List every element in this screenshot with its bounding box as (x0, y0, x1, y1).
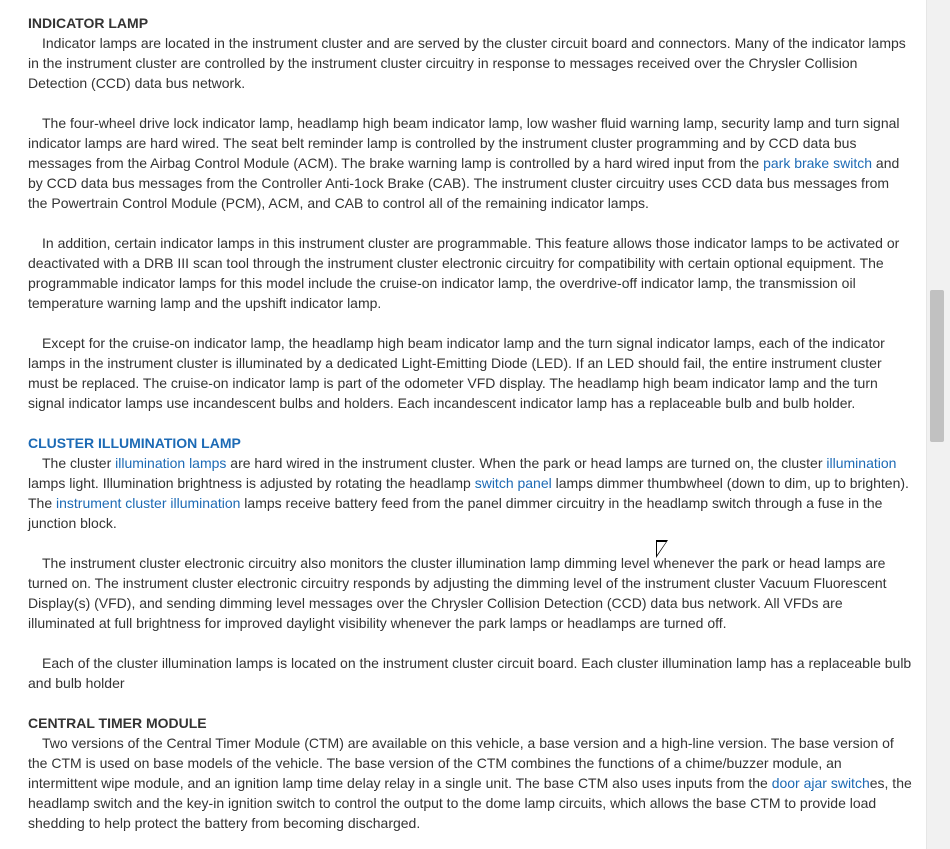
paragraph-text: lamps dimmer thumbwheel (down to dim, up to brighten). The (28, 475, 909, 511)
paragraph-text: The cluster (42, 455, 116, 471)
section-heading: CENTRAL TIMER MODULE (28, 715, 207, 731)
body-paragraph (28, 453, 912, 533)
inline-link[interactable]: door ajar switch (771, 775, 870, 791)
body-paragraph (28, 553, 912, 633)
inline-link[interactable]: instrument cluster illumination (56, 495, 241, 511)
inline-link[interactable]: switch panel (474, 475, 552, 491)
paragraph-text: es, the headlamp switch and the key-in ignition switch to control the output to the dome lamp circuits, which allows the base CTM to provide load shedding to help protect the battery from becoming discharged. (28, 775, 912, 831)
mouse-cursor-icon (656, 540, 670, 560)
scrollbar-thumb[interactable] (930, 290, 944, 442)
document-content (28, 13, 912, 849)
paragraph-text: and by CCD data bus messages from the Controller Anti-1ock Brake (CAB). The instrument cluster circuitry uses CCD data bus messages from the Powertrain Control Module (PCM), ACM, and CAB to control all of the remaining indicator lamps. (28, 155, 900, 211)
inline-link[interactable]: park brake switch (763, 155, 873, 171)
paragraph-text: In addition, certain indicator lamps in this instrument cluster are programmable. This feature allows those indicator lamps to be activated or deactivated with a DRB III scan tool through the instrument cluster electronic circuitry for compatibility with certain optional equipment. The programmable indicator lamps for this model include the cruise-on indicator lamp, the overdrive-off indicator lamp, the transmission oil temperature warning lamp and the upshift indicator lamp. (28, 235, 900, 311)
section-heading: INDICATOR LAMP (28, 15, 149, 31)
paragraph-text: Indicator lamps are located in the instrument cluster and are served by the cluster circuit board and connectors. Many of the indicator lamps in the instrument cluster are controlled by the instrument cluster circuitry in response to messages received over the Chrysler Collision Detection (CCD) data bus network. (28, 35, 906, 91)
body-paragraph (28, 113, 912, 213)
paragraph-text: lamps light. Illumination brightness is adjusted by rotating the headlamp (28, 475, 475, 491)
inline-link[interactable]: illumination (826, 455, 897, 471)
paragraph-text: lamps receive battery feed from the panel dimmer circuitry in the headlamp switch through a fuse in the junction block. (28, 495, 883, 531)
paragraph-text: Two versions of the Central Timer Module (CTM) are available on this vehicle, a base version and a high-line version. The base version of the CTM is used on base models of the vehicle. The base version of the CTM combines the functions of a chime/buzzer module, an intermittent wipe module, and an ignition lamp time delay relay in a single unit. The base CTM also uses inputs from the (28, 735, 894, 791)
body-paragraph (28, 33, 912, 93)
body-paragraph (28, 653, 912, 693)
body-paragraph (28, 733, 912, 833)
paragraph-text: are hard wired in the instrument cluster. When the park or head lamps are turned on, the cluster (226, 455, 827, 471)
section-heading: CLUSTER ILLUMINATION LAMP (28, 435, 241, 451)
body-paragraph (28, 333, 912, 413)
inline-link[interactable]: illumination lamps (115, 455, 227, 471)
paragraph-text: Each of the cluster illumination lamps is located on the instrument cluster circuit board. Each cluster illumination lamp has a replaceable bulb and bulb holder (28, 655, 912, 691)
paragraph-text: The four-wheel drive lock indicator lamp, headlamp high beam indicator lamp, low washer fluid warning lamp, security lamp and turn signal indicator lamps are hard wired. The seat belt reminder lamp is controlled by the instrument cluster programming and by CCD data bus messages from the Airbag Control Module (ACM). The brake warning lamp is controlled by a hard wired input from the (28, 115, 900, 171)
paragraph-text: The instrument cluster electronic circuitry also monitors the cluster illumination lamp dimming level whenever the park or head lamps are turned on. The instrument cluster electronic circuitry responds by adjusting the dimming level of the instrument cluster Vacuum Fluorescent Display(s) (VFD), and sending dimming level messages over the Chrysler Collision Detection (CCD) data bus network. All VFDs are illuminated at full brightness for improved daylight visibility whenever the park lamps or headlamps are turned off. (28, 555, 887, 631)
paragraph-text: Except for the cruise-on indicator lamp, the headlamp high beam indicator lamp and the turn signal indicator lamps, each of the indicator lamps in the instrument cluster is illuminated by a dedicated Light-Emitting Diode (LED). If an LED should fail, the entire instrument cluster must be replaced. The cruise-on indicator lamp is part of the odometer VFD display. The headlamp high beam indicator lamp and the turn signal indicator lamps use incandescent bulbs and holders. Each incandescent indicator lamp has a replaceable bulb and bulb holder. (28, 335, 885, 411)
vertical-scrollbar[interactable] (926, 0, 950, 849)
body-paragraph (28, 233, 912, 313)
